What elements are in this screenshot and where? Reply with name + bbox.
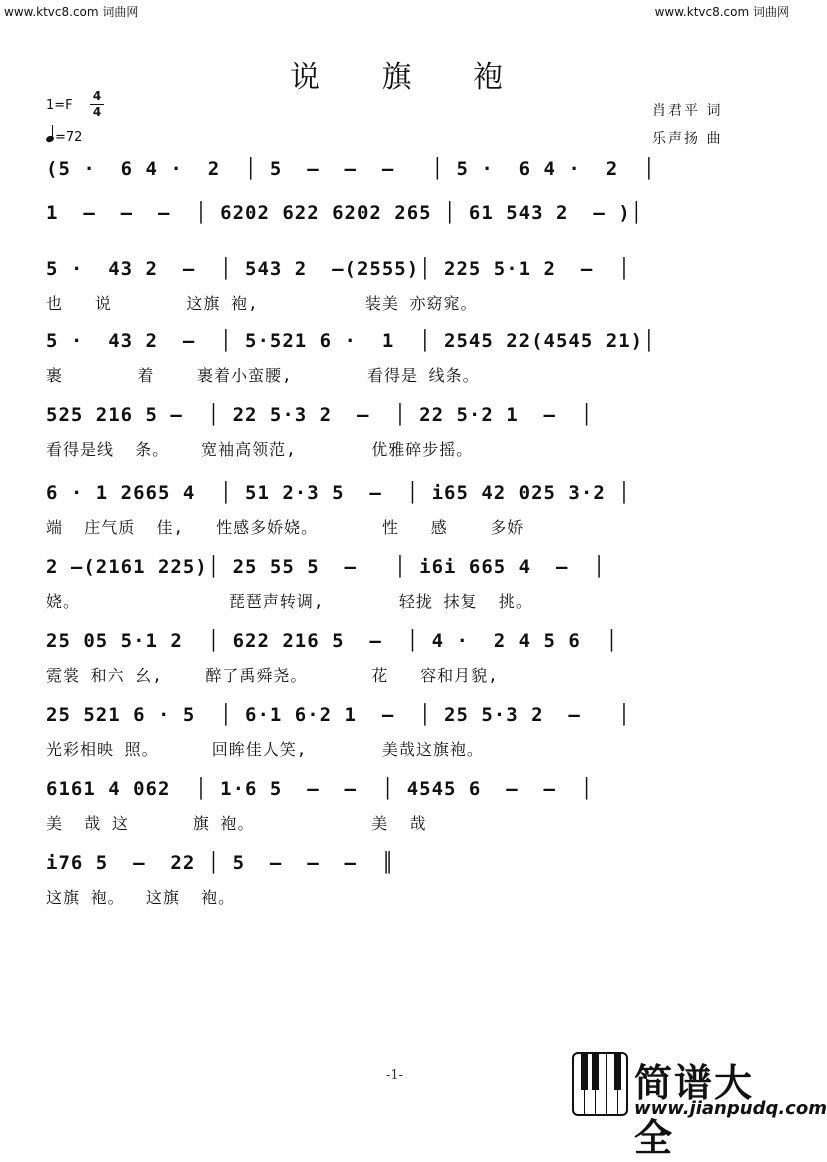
key-signature: 1=F	[46, 98, 73, 113]
tempo-marking	[46, 128, 82, 145]
notes-line: i76 5 – 22 │ 5 – – – ║	[46, 852, 395, 874]
notes-line: 5 · 43 2 – │ 543 2 –(2555)│ 225 5·1 2 – │	[46, 258, 631, 280]
header-site-link-right[interactable]: www.ktvc8.com 词曲网	[654, 5, 789, 19]
notes-line: 6161 4 062 │ 1·6 5 – – │ 4545 6 – – │	[46, 778, 594, 800]
lyrics-line: 端 庄气质 佳, 性感多娇娆。 性 感 多娇	[46, 518, 525, 537]
score-system	[0, 202, 793, 262]
score-system	[0, 852, 793, 912]
piano-keys-icon	[572, 1052, 628, 1116]
note-stem	[52, 125, 53, 138]
score-system	[0, 330, 793, 390]
lyrics-line: 美 哉 这 旗 袍。 美 哉	[46, 814, 427, 833]
notes-line: 25 521 6 · 5 │ 6·1 6·2 1 – │ 25 5·3 2 – │	[46, 704, 631, 726]
score-system	[0, 630, 793, 690]
time-signature-top: 4	[92, 89, 102, 103]
lyrics-line: 裹 着 裹着小蛮腰, 看得是 线条。	[46, 366, 480, 385]
score-system	[0, 778, 793, 838]
notes-line: 2 –(2161 225)│ 25 55 5 – │ i6i 665 4 – │	[46, 556, 606, 578]
lyricist-credit: 肖君平 词	[652, 103, 723, 119]
lyrics-line: 光彩相映 照。 回眸佳人笑, 美哉这旗袍。	[46, 740, 484, 759]
score-system	[0, 556, 793, 616]
score-system	[0, 482, 793, 542]
score-system	[0, 704, 793, 764]
header-site-link-left[interactable]: www.ktvc8.com 词曲网	[4, 5, 139, 19]
time-signature-bottom: 4	[92, 105, 102, 119]
logo-text: 简谱大全	[634, 1061, 755, 1160]
notes-line: 1 – – – │ 6202 622 6202 265 │ 61 543 2 – )│	[46, 202, 644, 224]
score-system	[0, 404, 793, 464]
logo-url: www.jianpudq.com	[634, 1098, 827, 1119]
quarter-note-icon	[45, 135, 55, 143]
notes-line: (5 · 6 4 · 2 │ 5 – – – │ 5 · 6 4 · 2 │	[46, 158, 656, 180]
site-logo[interactable]	[572, 1052, 827, 1160]
song-title: 说 旗 袍	[289, 60, 530, 95]
lyrics-line: 这旗 袍。 这旗 袍。	[46, 888, 236, 907]
lyrics-line	[46, 235, 745, 257]
tempo-value: =72	[55, 130, 83, 145]
notes-line: 25 05 5·1 2 │ 622 216 5 – │ 4 · 2 4 5 6 │	[46, 630, 619, 652]
lyrics-line: 也 说 这旗 袍, 装美 亦窈窕。	[46, 294, 478, 313]
lyrics-line: 霓裳 和六 幺, 醉了禹舜尧。 花 容和月貌,	[46, 666, 499, 685]
notes-line: 525 216 5 – │ 22 5·3 2 – │ 22 5·2 1 – │	[46, 404, 594, 426]
notes-line: 5 · 43 2 – │ 5·521 6 · 1 │ 2545 22(4545 21)│	[46, 330, 656, 352]
score-system	[0, 258, 793, 318]
lyrics-line: 娆。 琵琶声转调, 轻拢 抹复 挑。	[46, 592, 533, 611]
notes-line: 6 · 1 2665 4 │ 51 2·3 5 – │ i65 42 025 3·2 │	[46, 482, 631, 504]
time-signature	[90, 90, 104, 119]
composer-credit: 乐声扬 曲	[652, 131, 723, 147]
lyrics-line: 看得是线 条。 宽袖高领范, 优雅碎步摇。	[46, 440, 474, 459]
page-number: -1-	[386, 1068, 404, 1083]
